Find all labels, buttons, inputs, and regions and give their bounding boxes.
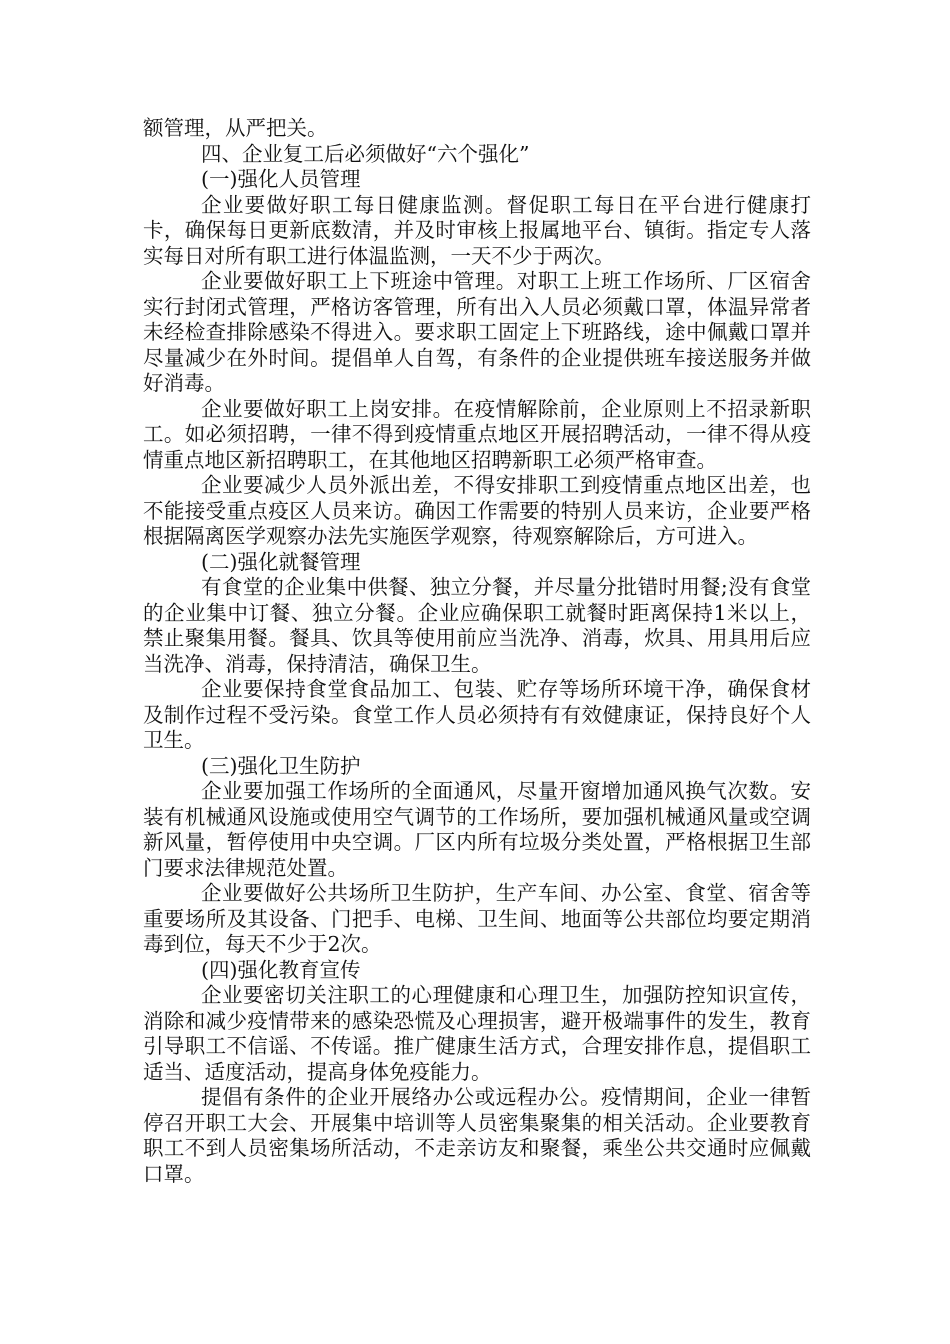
section-heading-four: 四、企业复工后必须做好“六个强化” xyxy=(201,141,530,166)
subheading-dining-management: (二)强化就餐管理 xyxy=(201,549,361,574)
paragraph-business-travel: 企业要减少人员外派出差，不得安排职工到疫情重点地区出差，也不能接受重点疫区人员来访。确因工作需要的特别人员来访，企业要严格根据隔离医学观察办法先实施医学观察，待观察解除后，方可进入。 xyxy=(143,473,811,548)
paragraph-canteen-hygiene: 企业要保持食堂食品加工、包装、贮存等场所环境干净，确保食材及制作过程不受污染。食堂工作人员必须持有有效健康证，保持良好个人卫生。 xyxy=(143,677,811,752)
paragraph-commute-management: 企业要做好职工上下班途中管理。对职工上班工作场所、厂区宿舍实行封闭式管理，严格访客管理，所有出入人员必须戴口罩，体温异常者未经检查排除感染不得进入。要求职工固定上下班路线，途中佩戴口罩并尽量减少在外时间。提倡单人自驾，有条件的企业提供班车接送服务并做好消毒。 xyxy=(143,269,811,395)
subheading-personnel-management: (一)强化人员管理 xyxy=(201,167,361,191)
paragraph-disinfection: 企业要做好公共场所卫生防护，生产车间、办公室、食堂、宿舍等重要场所及其设备、门把手、电梯、卫生间、地面等公共部位均要定期消毒到位，每天不少于2次。 xyxy=(143,881,811,956)
paragraph-canteen-meals: 有食堂的企业集中供餐、独立分餐，并尽量分批错时用餐;没有食堂的企业集中订餐、独立分餐。企业应确保职工就餐时距离保持1米以上，禁止聚集用餐。餐具、饮具等使用前应当洗净、消毒，炊具、用具用后应当洗净、消毒，保持清洁，确保卫生。 xyxy=(143,575,811,676)
paragraph-mental-health: 企业要密切关注职工的心理健康和心理卫生，加强防控知识宣传，消除和减少疫情带来的感染恐慌及心理损害，避开极端事件的发生，教育引导职工不信谣、不传谣。推广健康生活方式，合理安排作息，提倡职工适当、适度活动，提高身体免疫能力。 xyxy=(143,983,811,1084)
paragraph-ventilation: 企业要加强工作场所的全面通风，尽量开窗增加通风换气次数。安装有机械通风设施或使用空气调节的工作场所，要加强机械通风量或空调新风量，暂停使用中央空调。厂区内所有垃圾分类处置，严格根据卫生部门要求法律规范处置。 xyxy=(143,779,811,880)
paragraph-health-monitoring: 企业要做好职工每日健康监测。督促职工每日在平台进行健康打卡，确保每日更新底数清，并及时审核上报属地平台、镇街。指定专人落实每日对所有职工进行体温监测，一天不少于两次。 xyxy=(143,192,811,268)
document-page xyxy=(143,116,811,1187)
paragraph-job-arrangement: 企业要做好职工上岗安排。在疫情解除前，企业原则上不招录新职工。如必须招聘，一律不得到疫情重点地区开展招聘活动，一律不得从疫情重点地区新招聘职工，在其他地区招聘新职工必须严格审查。 xyxy=(143,396,811,472)
subheading-hygiene-protection: (三)强化卫生防护 xyxy=(201,753,361,778)
paragraph-remote-work: 提倡有条件的企业开展络办公或远程办公。疫情期间，企业一律暂停召开职工大会、开展集中培训等人员密集聚集的相关活动。企业要教育职工不到人员密集场所活动，不走亲访友和聚餐，乘坐公共交通时应佩戴口罩。 xyxy=(143,1085,811,1186)
paragraph-continuation: 额管理，从严把关。 xyxy=(143,116,328,140)
subheading-education-publicity: (四)强化教育宣传 xyxy=(201,957,361,982)
